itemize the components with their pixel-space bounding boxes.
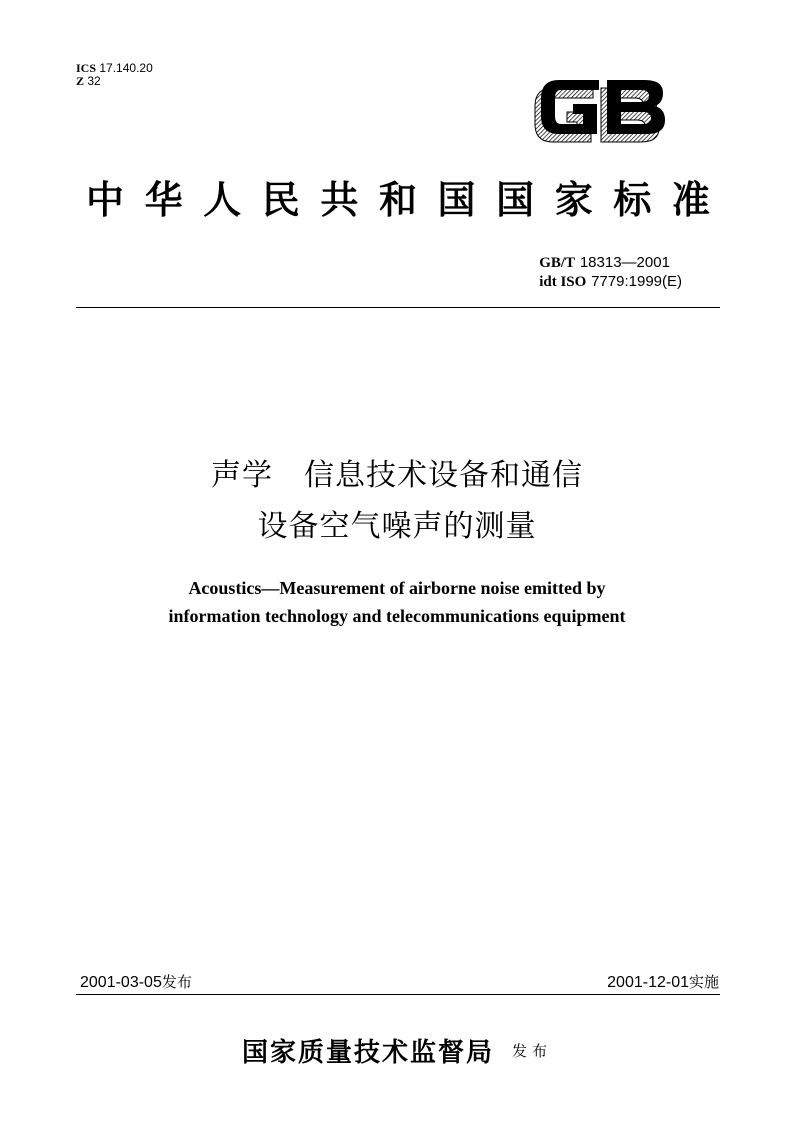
banner-char: 国: [496, 177, 535, 222]
banner-char: 国: [437, 177, 476, 222]
banner-char: 华: [144, 177, 183, 222]
issuer-name: 国家质量技术监督局: [241, 1038, 494, 1068]
issue-date: [80, 972, 192, 993]
title-cn-line1: 声学 信息技术设备和通信: [211, 458, 583, 493]
header-divider: [76, 307, 720, 308]
banner-char: 家: [554, 177, 593, 222]
z-label: Z: [76, 74, 85, 88]
issue-date-label: 发布: [161, 973, 192, 991]
gb-logo-letters: GB: [533, 74, 535, 75]
standard-number: [539, 253, 682, 272]
standard-code: 18313—2001: [579, 254, 670, 271]
banner-char: 人: [203, 177, 242, 222]
national-standard-banner: [76, 176, 720, 224]
footer-divider: [76, 994, 720, 995]
banner-char: 和: [378, 177, 417, 222]
idt-code: 7779:1999(E): [591, 273, 682, 290]
issuer-action: 发布: [512, 1042, 553, 1060]
issue-date-value: 2001-03-05: [80, 974, 162, 991]
title-en-line1: Acoustics—Measurement of airborne noise emitted by: [188, 578, 606, 598]
idt-label: idt ISO: [539, 274, 587, 290]
ics-label: ICS: [76, 61, 97, 75]
standard-number-block: [539, 253, 682, 291]
issuing-authority: [0, 1032, 794, 1069]
ics-value: 17.140.20: [99, 61, 153, 75]
effective-date: [607, 972, 719, 993]
standard-prefix: GB/T: [539, 255, 576, 271]
title-cn-line2: 设备空气噪声的测量: [257, 509, 537, 544]
banner-char: 中: [85, 177, 124, 222]
title-en-line2: information technology and telecommunications equipment: [168, 606, 626, 626]
effective-date-value: 2001-12-01: [607, 974, 689, 991]
banner-char: 民: [261, 177, 300, 222]
z-code-row: [76, 75, 153, 88]
idt-reference: [539, 272, 682, 291]
banner-char: 准: [671, 177, 710, 222]
z-value: 32: [87, 74, 101, 88]
banner-char: 共: [320, 177, 359, 222]
banner-char: 标: [613, 177, 652, 222]
gb-logo-icon: [533, 74, 673, 148]
classification-codes: [76, 62, 153, 88]
effective-date-label: 实施: [688, 973, 719, 991]
